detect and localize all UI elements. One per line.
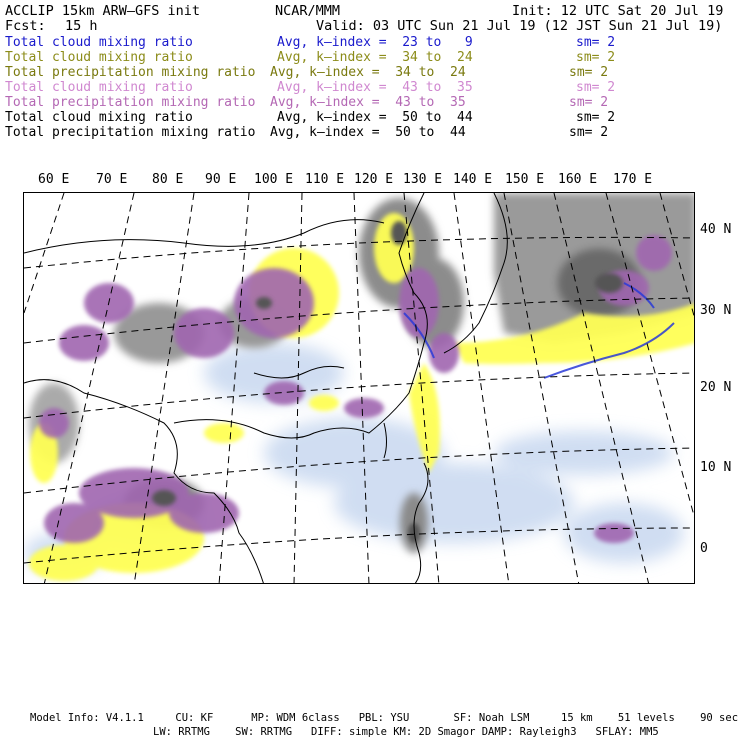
org-label: NCAR/MMM (275, 3, 341, 19)
legend-stat: Avg, k–index = 50 to 44 (277, 110, 473, 125)
legend-stat: Avg, k–index = 34 to 24 (270, 65, 466, 80)
legend-stat: Avg, k–index = 50 to 44 (270, 125, 466, 140)
legend-stat: Avg, k–index = 34 to 24 (277, 50, 473, 65)
lon-label: 90 E (205, 172, 237, 187)
legend-name: Total cloud mixing ratio (5, 110, 193, 125)
map-canvas (24, 193, 695, 584)
legend-name: Total precipitation mixing ratio (5, 125, 256, 140)
lon-label: 170 E (613, 172, 653, 187)
legend-sm: sm= 2 (569, 95, 609, 110)
valid-time: Valid: 03 UTC Sun 21 Jul 19 (12 JST Sun 21 Jul 19) (316, 18, 723, 34)
lon-label: 130 E (403, 172, 443, 187)
legend-stat: Avg, k–index = 23 to 9 (277, 35, 473, 50)
lat-label: 40 N (700, 222, 732, 237)
legend-name: Total precipitation mixing ratio (5, 95, 256, 110)
legend-sm: sm= 2 (569, 125, 609, 140)
lon-label: 120 E (354, 172, 394, 187)
lon-label: 100 E (254, 172, 294, 187)
fcst-label: Fcst: (5, 18, 46, 34)
fcst-value: 15 h (65, 18, 98, 34)
init-time: Init: 12 UTC Sat 20 Jul 19 (512, 3, 724, 19)
legend-name: Total cloud mixing ratio (5, 80, 193, 95)
lat-label: 20 N (700, 380, 732, 395)
lon-label: 160 E (558, 172, 598, 187)
lon-label: 70 E (96, 172, 128, 187)
lon-label: 60 E (38, 172, 70, 187)
legend-sm: sm= 2 (576, 35, 616, 50)
legend-stat: Avg, k–index = 43 to 35 (277, 80, 473, 95)
legend-sm: sm= 2 (576, 110, 616, 125)
lon-label: 80 E (152, 172, 184, 187)
lon-label: 150 E (505, 172, 545, 187)
legend-name: Total cloud mixing ratio (5, 50, 193, 65)
lon-label: 140 E (453, 172, 493, 187)
legend-name: Total precipitation mixing ratio (5, 65, 256, 80)
lat-label: 30 N (700, 303, 732, 318)
legend-stat: Avg, k–index = 43 to 35 (270, 95, 466, 110)
lat-label: 0 (700, 541, 708, 556)
model-info-line1: Model Info: V4.1.1 CU: KF MP: WDM 6class PBL: YSU SF: Noah LSM 15 km 51 levels 90 sec (30, 712, 739, 724)
legend-sm: sm= 2 (576, 50, 616, 65)
forecast-map (23, 192, 695, 584)
legend-sm: sm= 2 (576, 80, 616, 95)
model-title: ACCLIP 15km ARW–GFS init (5, 3, 201, 19)
legend-name: Total cloud mixing ratio (5, 35, 193, 50)
lon-label: 110 E (305, 172, 345, 187)
lat-label: 10 N (700, 460, 732, 475)
model-info-line2: LW: RRTMG SW: RRTMG DIFF: simple KM: 2D Smagor DAMP: Rayleigh3 SFLAY: MM5 (153, 726, 659, 738)
legend-sm: sm= 2 (569, 65, 609, 80)
